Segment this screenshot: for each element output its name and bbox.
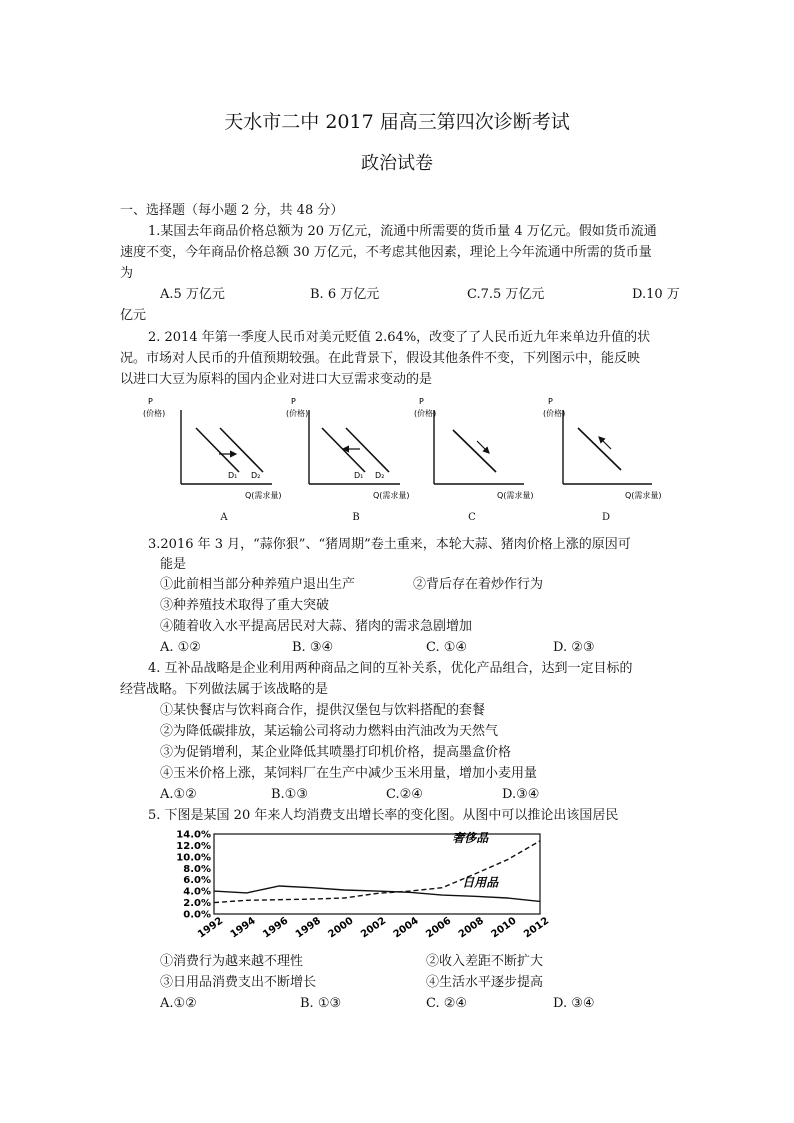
y-tick-label: 0.0% <box>183 909 211 921</box>
graph-c-price-label: (价格) <box>414 409 437 418</box>
q5-statement-2: ②收入差距不断扩大 <box>426 954 544 969</box>
consumption-growth-chart <box>160 826 560 954</box>
graph-a-p-label: P <box>148 397 153 406</box>
x-tick-label: 2008 <box>456 915 486 941</box>
graph-b-price-label: (价格) <box>286 409 309 418</box>
y-tick-label: 14.0% <box>176 829 211 841</box>
q4-statement-1: ①某快餐店与饮料商合作，提供汉堡包与饮料搭配的套餐 <box>160 703 486 718</box>
q1-line-2: 速度不变，今年商品价格总额 30 万亿元，不考虑其他因素，理论上今年流通中所需的货币量 <box>120 245 652 260</box>
q1-option-d-tail: 亿元 <box>120 308 147 323</box>
section-heading: 一、选择题（每小题 2 分，共 48 分） <box>120 203 344 218</box>
x-tick-label: 1992 <box>196 915 226 941</box>
q4-statement-2: ②为降低碳排放，某运输公司将动力燃料由汽油改为天然气 <box>160 724 499 739</box>
q3-option-c[interactable]: C. ①④ <box>426 640 468 655</box>
q4-statement-3: ③为促销增利，某企业降低其喷墨打印机价格，提高墨盒价格 <box>160 745 512 760</box>
q4-line-1: 4. 互补品战略是企业利用两种商品之间的互补关系，优化产品组合，达到一定目标的 <box>148 661 633 676</box>
x-tick-label: 2010 <box>489 915 519 941</box>
x-tick-label: 1994 <box>228 915 258 941</box>
graph-c[interactable] <box>414 397 534 500</box>
graph-a-d1-label: D₁ <box>228 471 238 480</box>
q1-option-b[interactable]: B. 6 万亿元 <box>310 287 380 302</box>
q4-option-d[interactable]: D.③④ <box>502 787 540 802</box>
graph-b-q-label: Q(需求量) <box>373 491 410 500</box>
x-tick-label: 2004 <box>391 915 421 941</box>
q4-option-a[interactable]: A.①② <box>160 787 197 802</box>
y-tick-label: 6.0% <box>183 875 211 887</box>
plot-frame <box>214 834 540 914</box>
graph-c-q-label: Q(需求量) <box>497 491 534 500</box>
graph-d-label: D <box>601 512 611 523</box>
q5-statement-4: ④生活水平逐步提高 <box>426 975 544 990</box>
q5-option-b[interactable]: B. ①③ <box>300 996 342 1011</box>
y-tick-label: 12.0% <box>176 840 211 852</box>
q5-statement-3: ③日用品消费支出不断增长 <box>160 975 317 990</box>
q4-statement-4: ④玉米价格上涨，某饲料厂在生产中减少玉米用量，增加小麦用量 <box>160 766 538 781</box>
q2-line-2: 况。市场对人民币的升值预期较强。在此背景下，假设其他条件不变，下列图示中，能反映 <box>120 351 641 366</box>
q4-option-b[interactable]: B.①③ <box>271 787 308 802</box>
graph-d[interactable] <box>543 397 662 500</box>
graph-a-q-label: Q(需求量) <box>245 491 282 500</box>
graph-c-label: C <box>468 512 476 523</box>
q3-option-b[interactable]: B. ③④ <box>292 640 334 655</box>
graph-a-d2-label: D₂ <box>251 471 261 480</box>
q5-option-d[interactable]: D. ③④ <box>553 996 595 1011</box>
x-tick-label: 2000 <box>326 915 356 941</box>
series-label-luxury: 奢侈品 <box>452 831 489 845</box>
q4-line-2: 经营战略。下列做法属于该战略的是 <box>120 682 329 697</box>
y-tick-label: 2.0% <box>183 898 211 910</box>
graph-b[interactable] <box>286 397 410 500</box>
x-tick-label: 1996 <box>261 915 291 941</box>
y-tick-label: 4.0% <box>183 886 211 898</box>
page-subtitle: 政治试卷 <box>361 153 433 174</box>
graph-a[interactable] <box>143 397 282 500</box>
q3-statement-3: ③种养殖技术取得了重大突破 <box>160 598 330 613</box>
q3-statement-4: ④随着收入水平提高居民对大蒜、猪肉的需求急剧增加 <box>160 619 473 634</box>
q1-line-3: 为 <box>120 266 134 281</box>
graph-b-label: B <box>352 512 360 523</box>
q3-line-1: 3.2016 年 3 月，“蒜你狠”、“猪周期”卷土重来，本轮大蒜、猪肉价格上涨的原因可 <box>148 537 631 552</box>
page-title: 天水市二中 2017 届高三第四次诊断考试 <box>224 111 570 133</box>
y-tick-label: 8.0% <box>183 863 211 875</box>
q3-line-2: 能是 <box>160 557 187 572</box>
q1-option-a[interactable]: A.5 万亿元 <box>160 287 225 302</box>
x-tick-label: 2002 <box>359 915 389 941</box>
graph-d-price-label: (价格) <box>543 409 566 418</box>
q3-option-d[interactable]: D. ②③ <box>553 640 595 655</box>
q3-option-a[interactable]: A. ①② <box>160 640 201 655</box>
q4-option-c[interactable]: C.②④ <box>386 787 423 802</box>
x-tick-label: 2012 <box>522 915 552 941</box>
q3-statement-1: ①此前相当部分种养殖户退出生产 <box>160 577 356 592</box>
series-label-daily: 日用品 <box>462 875 499 890</box>
q5-statement-1: ①消费行为越来越不理性 <box>160 954 304 969</box>
graph-b-d2-label: D₂ <box>375 471 385 480</box>
q5-line-1: 5. 下图是某国 20 年来人均消费支出增长率的变化图。从图中可以推论出该国居民 <box>148 808 619 823</box>
q1-option-d[interactable]: D.10 万 <box>632 287 680 302</box>
q1-option-c[interactable]: C.7.5 万亿元 <box>467 287 545 302</box>
q5-option-a[interactable]: A.①② <box>160 996 197 1011</box>
graph-a-price-label: (价格) <box>143 409 166 418</box>
q5-option-c[interactable]: C. ②④ <box>426 996 468 1011</box>
demand-graphs <box>0 392 794 532</box>
series-line-1 <box>214 841 540 903</box>
q1-line-1: 1.某国去年商品价格总额为 20 万亿元，流通中所需要的货币量 4 万亿元。假如货币流通 <box>148 224 657 239</box>
q2-line-1: 2. 2014 年第一季度人民币对美元贬值 2.64%，改变了了人民币近九年来单边升值的状 <box>148 330 651 345</box>
graph-d-q-label: Q(需求量) <box>625 491 662 500</box>
q2-line-3: 以进口大豆为原料的国内企业对进口大豆需求变动的是 <box>120 372 433 387</box>
graph-a-label: A <box>220 512 228 523</box>
x-tick-label: 1998 <box>293 915 323 941</box>
graph-b-d1-label: D₁ <box>354 471 364 480</box>
graph-b-p-label: P <box>291 397 296 406</box>
graph-c-p-label: P <box>419 397 424 406</box>
q3-statement-2: ②背后存在着炒作行为 <box>413 577 544 592</box>
x-tick-label: 2006 <box>424 915 454 941</box>
graph-d-p-label: P <box>548 397 553 406</box>
y-tick-label: 10.0% <box>176 852 211 864</box>
